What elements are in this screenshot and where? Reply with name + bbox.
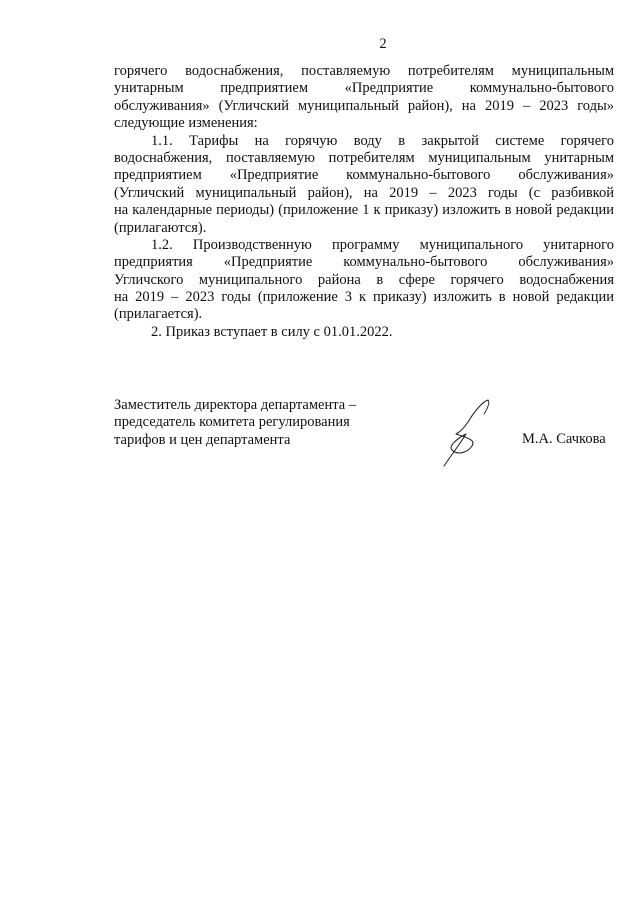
- item-1-1-line: (Угличский муниципальный район), на 2019 – 2023 годы (с разбивкой: [114, 184, 614, 201]
- item-2-line: 2. Приказ вступает в силу с 01.01.2022.: [151, 323, 393, 340]
- intro-line: следующие изменения:: [114, 115, 258, 132]
- signatory-name: М.А. Сачкова: [522, 431, 606, 447]
- item-1-2-line: 1.2. Производственную программу муниципального унитарного: [151, 236, 614, 253]
- intro-line: горячего водоснабжения, поставляемую потребителям муниципальным: [114, 63, 614, 79]
- position-line: председатель комитета регулирования: [114, 414, 350, 431]
- intro-line: обслуживания» (Угличский муниципальный район), на 2019 – 2023 годы»: [114, 97, 614, 114]
- item-1-1-line: 1.1. Тарифы на горячую воду в закрытой системе горячего: [151, 132, 614, 149]
- page-number: 2: [379, 36, 387, 52]
- item-1-2-line: Угличского муниципального района в сфере горячего водоснабжения: [114, 271, 614, 288]
- item-1-1-line: водоснабжения, поставляемую потребителям муниципальным унитарным: [114, 149, 614, 166]
- item-1-2-line: на 2019 – 2023 годы (приложение 3 к приказу) изложить в новой редакции: [114, 289, 614, 306]
- item-1-1-line: на календарные периоды) (приложение 1 к приказу) изложить в новой редакции: [114, 202, 614, 219]
- document-body: [114, 63, 614, 341]
- item-1-1-line: предприятием «Предприятие коммунально-бытового обслуживания»: [114, 167, 614, 184]
- position-line: Заместитель директора департамента –: [114, 397, 357, 413]
- item-1-2-line: предприятия «Предприятие коммунально-бытового обслуживания»: [114, 254, 614, 271]
- item-1-1-line: (прилагаются).: [114, 219, 207, 236]
- item-1-2-line: (прилагается).: [114, 306, 203, 323]
- handwritten-signature: [438, 398, 500, 468]
- intro-line: унитарным предприятием «Предприятие коммунально-бытового: [114, 80, 614, 97]
- position-line: тарифов и цен департамента: [114, 431, 291, 448]
